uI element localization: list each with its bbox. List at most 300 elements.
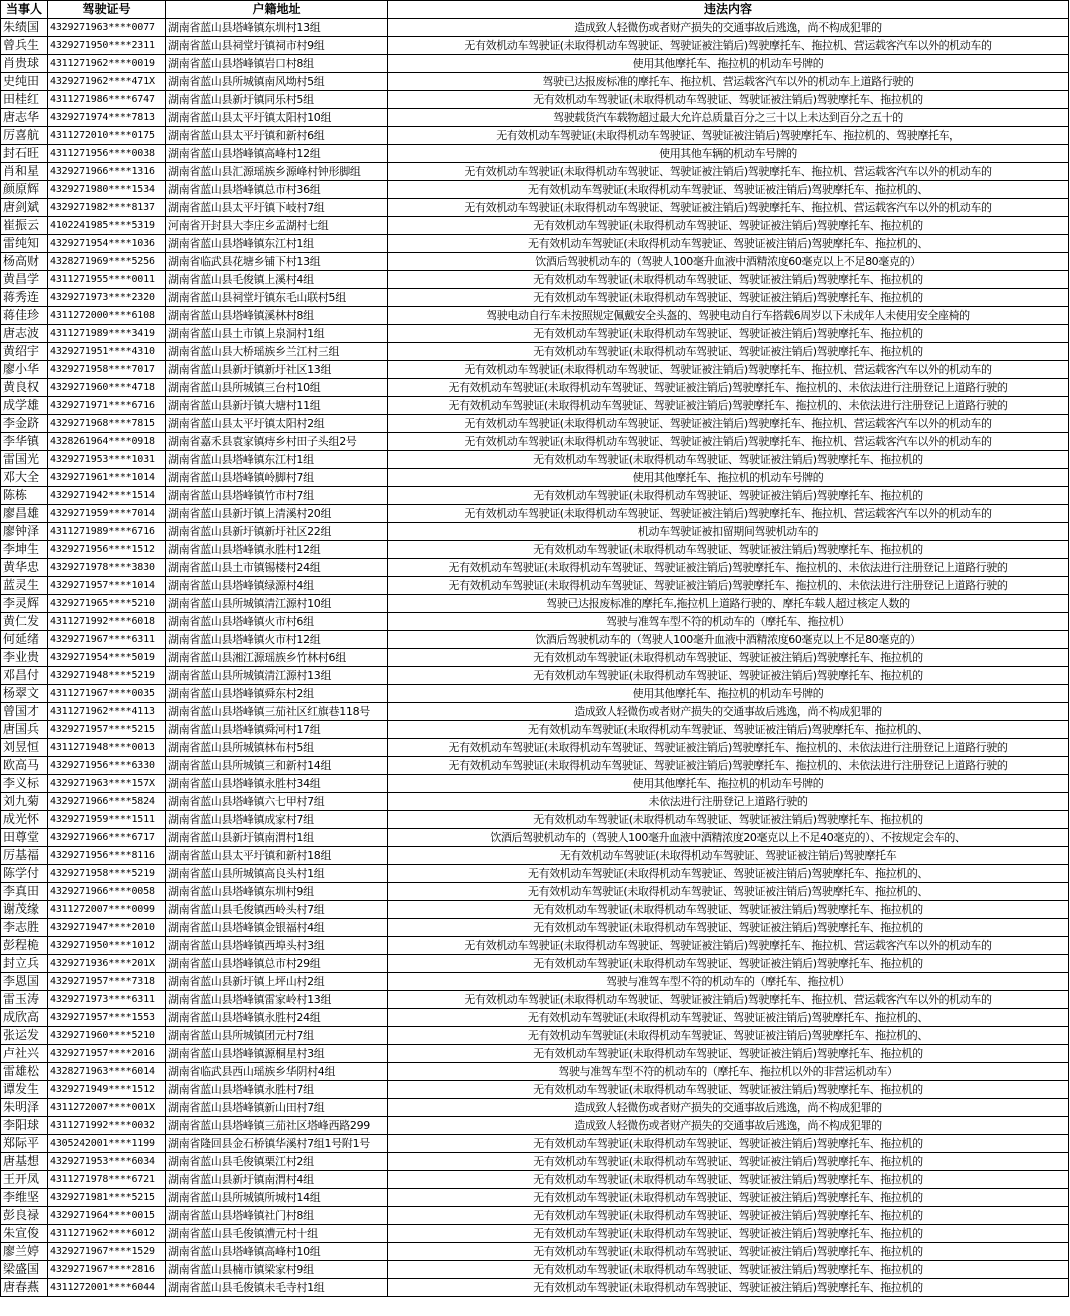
name-cell[interactable]: 田桂红	[1, 91, 48, 109]
name-cell[interactable]: 史纯田	[1, 73, 48, 91]
address-cell[interactable]: 湖南省蓝山县所城镇清江源村10组	[166, 595, 388, 613]
violation-cell[interactable]: 使用其他摩托车、拖拉机的机动车号牌的	[388, 469, 1069, 487]
name-cell[interactable]: 廖钟泽	[1, 523, 48, 541]
address-cell[interactable]: 湖南省蓝山县湘江源瑶族乡竹林村6组	[166, 649, 388, 667]
violation-cell[interactable]: 无有效机动车驾驶证(未取得机动车驾驶证、驾驶证被注销后)驾驶摩托车、拖拉机的	[388, 955, 1069, 973]
violation-cell[interactable]: 无有效机动车驾驶证(未取得机动车驾驶证、驾驶证被注销后)驾驶摩托车、拖拉机、营运载客汽车以外的机动车的	[388, 505, 1069, 523]
address-cell[interactable]: 湖南省蓝山县塔峰镇社门村8组	[166, 1207, 388, 1225]
violation-cell[interactable]: 饮酒后驾驶机动车的（驾驶人100毫升血液中酒精浓度60毫克以上不足80毫克的）	[388, 631, 1069, 649]
address-cell[interactable]: 湖南省蓝山县新圩镇同乐村5组	[166, 91, 388, 109]
violation-cell[interactable]: 无有效机动车驾驶证(未取得机动车驾驶证、驾驶证被注销后)驾驶摩托车、拖拉机的	[388, 487, 1069, 505]
table-row	[1, 973, 1069, 991]
address-cell[interactable]: 湖南省隆回县金石桥镇华溪村7组1号附1号	[166, 1135, 388, 1153]
name-cell[interactable]: 卢社兴	[1, 1045, 48, 1063]
violation-cell[interactable]: 无有效机动车驾驶证(未取得机动车驾驶证、驾驶证被注销后)驾驶摩托车、拖拉机的	[388, 1135, 1069, 1153]
name-cell[interactable]: 封立兵	[1, 955, 48, 973]
address-cell[interactable]: 湖南省蓝山县塔峰镇总市村36组	[166, 181, 388, 199]
violation-cell[interactable]: 无有效机动车驾驶证(未取得机动车驾驶证、驾驶证被注销后)驾驶摩托车、拖拉机的	[388, 1045, 1069, 1063]
address-cell[interactable]: 湖南省蓝山县所城镇三台村10组	[166, 379, 388, 397]
address-cell[interactable]: 湖南省蓝山县塔峰镇溪林村8组	[166, 307, 388, 325]
name-cell[interactable]: 梁盛国	[1, 1261, 48, 1279]
license-cell[interactable]: 4329271963****0077	[48, 19, 166, 37]
violation-cell[interactable]: 造成致人轻微伤或者财产损失的交通事故后逃逸，尚不构成犯罪的	[388, 1117, 1069, 1135]
address-cell[interactable]: 湖南省蓝山县祠堂圩镇祠市村9组	[166, 37, 388, 55]
table-row	[1, 379, 1069, 397]
license-cell[interactable]: 4311272001****6044	[48, 1279, 166, 1297]
violation-cell[interactable]: 造成致人轻微伤或者财产损失的交通事故后逃逸，尚不构成犯罪的	[388, 703, 1069, 721]
violation-cell[interactable]: 无有效机动车驾驶证(未取得机动车驾驶证、驾驶证被注销后)驾驶摩托车、拖拉机的	[388, 1189, 1069, 1207]
license-cell[interactable]: 4311271992****6018	[48, 613, 166, 631]
address-cell[interactable]: 湖南省蓝山县所城镇三和新村14组	[166, 757, 388, 775]
license-cell[interactable]: 4329271956****8116	[48, 847, 166, 865]
license-cell[interactable]: 4329271966****0058	[48, 883, 166, 901]
address-cell[interactable]: 湖南省蓝山县祠堂圩镇东毛山联村5组	[166, 289, 388, 307]
header-license[interactable]: 驾驶证号	[48, 1, 166, 19]
license-cell[interactable]: 4311271956****0038	[48, 145, 166, 163]
table-row	[1, 1063, 1069, 1081]
table-row	[1, 721, 1069, 739]
address-cell[interactable]: 湖南省蓝山县塔峰镇东圳村9组	[166, 883, 388, 901]
address-cell[interactable]: 湖南省蓝山县楠市镇梁家村9组	[166, 1261, 388, 1279]
violation-cell[interactable]: 饮酒后驾驶机动车的（驾驶人100毫升血液中酒精浓度20毫克以上不足40毫克的）、不按规定会车的、	[388, 829, 1069, 847]
address-cell[interactable]: 湖南省蓝山县新圩镇大塘村11组	[166, 397, 388, 415]
table-row	[1, 73, 1069, 91]
license-cell[interactable]: 4328261964****0918	[48, 433, 166, 451]
violation-cell[interactable]: 无有效机动车驾驶证(未取得机动车驾驶证、驾驶证被注销后)驾驶摩托车、拖拉机的、驾驶摩托车，	[388, 127, 1069, 145]
name-cell[interactable]: 欧高马	[1, 757, 48, 775]
address-cell[interactable]: 湖南省蓝山县所城镇所城村14组	[166, 1189, 388, 1207]
license-cell[interactable]: 4311271962****0019	[48, 55, 166, 73]
license-cell[interactable]: 4329271974****7813	[48, 109, 166, 127]
violation-cell[interactable]: 无有效机动车驾驶证(未取得机动车驾驶证、驾驶证被注销后)驾驶摩托车、拖拉机的、	[388, 1027, 1069, 1045]
address-cell[interactable]: 湖南省蓝山县塔峰镇岭脚村7组	[166, 469, 388, 487]
name-cell[interactable]: 陈学付	[1, 865, 48, 883]
name-cell[interactable]: 李业贵	[1, 649, 48, 667]
violation-cell[interactable]: 饮酒后驾驶机动车的（驾驶人100毫升血液中酒精浓度60毫克以上不足80毫克的）	[388, 253, 1069, 271]
name-cell[interactable]: 蒋秀连	[1, 289, 48, 307]
address-cell[interactable]: 湖南省蓝山县塔峰镇永胜村12组	[166, 541, 388, 559]
license-cell[interactable]: 4329271968****7815	[48, 415, 166, 433]
address-cell[interactable]: 湖南省蓝山县所城镇高良头村1组	[166, 865, 388, 883]
violation-cell[interactable]: 无有效机动车驾驶证(未取得机动车驾驶证、驾驶证被注销后)驾驶摩托车、拖拉机的	[388, 1261, 1069, 1279]
name-cell[interactable]: 郑际平	[1, 1135, 48, 1153]
address-cell[interactable]: 湖南省蓝山县塔峰镇永胜村7组	[166, 1081, 388, 1099]
violation-cell[interactable]: 未依法进行注册登记上道路行驶的	[388, 793, 1069, 811]
violation-cell[interactable]: 造成致人轻微伤或者财产损失的交通事故后逃逸，尚不构成犯罪的	[388, 19, 1069, 37]
violation-cell[interactable]: 无有效机动车驾驶证(未取得机动车驾驶证、驾驶证被注销后)驾驶摩托车、拖拉机的、	[388, 1009, 1069, 1027]
address-cell[interactable]: 湖南省蓝山县所城镇清江源村13组	[166, 667, 388, 685]
violation-cell[interactable]: 无有效机动车驾驶证(未取得机动车驾驶证、驾驶证被注销后)驾驶摩托车、拖拉机的、	[388, 883, 1069, 901]
name-cell[interactable]: 曾兵生	[1, 37, 48, 55]
name-cell[interactable]: 朱绩国	[1, 19, 48, 37]
violation-cell[interactable]: 无有效机动车驾驶证(未取得机动车驾驶证、驾驶证被注销后)驾驶摩托车、拖拉机的	[388, 649, 1069, 667]
address-cell[interactable]: 湖南省蓝山县塔峰镇绿源村4组	[166, 577, 388, 595]
name-cell[interactable]: 李金跻	[1, 415, 48, 433]
address-cell[interactable]: 河南省开封县大李庄乡孟湖村七组	[166, 217, 388, 235]
violation-cell[interactable]: 无有效机动车驾驶证(未取得机动车驾驶证、驾驶证被注销后)驾驶摩托车、拖拉机的	[388, 217, 1069, 235]
name-cell[interactable]: 田尊堂	[1, 829, 48, 847]
name-cell[interactable]: 成学雄	[1, 397, 48, 415]
violation-cell[interactable]: 无有效机动车驾驶证(未取得机动车驾驶证、驾驶证被注销后)驾驶摩托车、拖拉机、营运载客汽车以外的机动车的	[388, 415, 1069, 433]
violation-cell[interactable]: 使用其他车辆的机动车号牌的	[388, 145, 1069, 163]
name-cell[interactable]: 杨高财	[1, 253, 48, 271]
violation-cell[interactable]: 无有效机动车驾驶证(未取得机动车驾驶证、驾驶证被注销后)驾驶摩托车、拖拉机的	[388, 541, 1069, 559]
address-cell[interactable]: 湖南省蓝山县新圩镇新圩社区13组	[166, 361, 388, 379]
license-cell[interactable]: 4311271955****0011	[48, 271, 166, 289]
license-cell[interactable]: 4311271962****6012	[48, 1225, 166, 1243]
address-cell[interactable]: 湖南省蓝山县塔峰镇三茄社区塔峰西路299	[166, 1117, 388, 1135]
name-cell[interactable]: 雷雄松	[1, 1063, 48, 1081]
violation-cell[interactable]: 使用其他摩托车、拖拉机的机动车号牌的	[388, 775, 1069, 793]
license-cell[interactable]: 4329271957****5215	[48, 721, 166, 739]
violation-cell[interactable]: 无有效机动车驾驶证(未取得机动车驾驶证、驾驶证被注销后)驾驶摩托车、拖拉机的、未依法进行注册登记上道路行驶的	[388, 559, 1069, 577]
name-cell[interactable]: 彭良禄	[1, 1207, 48, 1225]
license-cell[interactable]: 4329271951****4310	[48, 343, 166, 361]
license-cell[interactable]: 4329271953****1031	[48, 451, 166, 469]
license-cell[interactable]: 4311271978****6721	[48, 1171, 166, 1189]
name-cell[interactable]: 张运发	[1, 1027, 48, 1045]
license-cell[interactable]: 4329271960****4718	[48, 379, 166, 397]
license-cell[interactable]: 4329271957****1553	[48, 1009, 166, 1027]
name-cell[interactable]: 雷玉涛	[1, 991, 48, 1009]
table-row	[1, 271, 1069, 289]
violation-cell[interactable]: 无有效机动车驾驶证(未取得机动车驾驶证、驾驶证被注销后)驾驶摩托车、拖拉机的	[388, 1171, 1069, 1189]
address-cell[interactable]: 湖南省蓝山县塔峰镇雷家岭村13组	[166, 991, 388, 1009]
name-cell[interactable]: 蒋佳珍	[1, 307, 48, 325]
address-cell[interactable]: 湖南省蓝山县塔峰镇永胜村34组	[166, 775, 388, 793]
license-cell[interactable]: 4329271963****157X	[48, 775, 166, 793]
address-cell[interactable]: 湖南省临武县花塘乡铺下村13组	[166, 253, 388, 271]
violation-cell[interactable]: 无有效机动车驾驶证(未取得机动车驾驶证、驾驶证被注销后)驾驶摩托车、拖拉机的、	[388, 721, 1069, 739]
name-cell[interactable]: 封石旺	[1, 145, 48, 163]
license-cell[interactable]: 4329271959****1511	[48, 811, 166, 829]
name-cell[interactable]: 唐基想	[1, 1153, 48, 1171]
address-cell[interactable]: 湖南省蓝山县太平圩镇太阳村10组	[166, 109, 388, 127]
license-cell[interactable]: 4311272000****6108	[48, 307, 166, 325]
address-cell[interactable]: 湖南省临武县西山瑶族乡华阴村4组	[166, 1063, 388, 1081]
name-cell[interactable]: 王开凤	[1, 1171, 48, 1189]
address-cell[interactable]: 湖南省蓝山县塔峰镇高峰村12组	[166, 145, 388, 163]
table-row	[1, 1279, 1069, 1297]
table-row	[1, 1153, 1069, 1171]
address-cell[interactable]: 湖南省蓝山县太平圩镇和新村6组	[166, 127, 388, 145]
address-cell[interactable]: 湖南省蓝山县所城镇林布村5组	[166, 739, 388, 757]
violation-cell[interactable]: 驾驶载货汽车载物超过最大允许总质量百分之三十以上未达到百分之五十的	[388, 109, 1069, 127]
license-cell[interactable]: 4329271936****201X	[48, 955, 166, 973]
address-cell[interactable]: 湖南省蓝山县塔峰镇金银福村4组	[166, 919, 388, 937]
license-cell[interactable]: 4329271949****1512	[48, 1081, 166, 1099]
address-cell[interactable]: 湖南省嘉禾县袁家镇痔乡村田子头组2号	[166, 433, 388, 451]
name-cell[interactable]: 肖和星	[1, 163, 48, 181]
address-cell[interactable]: 湖南省蓝山县塔峰镇火市村6组	[166, 613, 388, 631]
violation-cell[interactable]: 无有效机动车驾驶证(未取得机动车驾驶证、驾驶证被注销后)驾驶摩托车、拖拉机的	[388, 451, 1069, 469]
name-cell[interactable]: 雷纯知	[1, 235, 48, 253]
violation-cell[interactable]: 无有效机动车驾驶证(未取得机动车驾驶证、驾驶证被注销后)驾驶摩托车、拖拉机的	[388, 91, 1069, 109]
license-cell[interactable]: 4329271962****471X	[48, 73, 166, 91]
violation-cell[interactable]: 驾驶与准驾车型不符的机动车的（摩托车、拖拉机）	[388, 613, 1069, 631]
license-cell[interactable]: 4329271954****1036	[48, 235, 166, 253]
violation-cell[interactable]: 无有效机动车驾驶证(未取得机动车驾驶证、驾驶证被注销后)驾驶摩托车	[388, 847, 1069, 865]
violation-cell[interactable]: 无有效机动车驾驶证(未取得机动车驾驶证、驾驶证被注销后)驾驶摩托车、拖拉机的、	[388, 235, 1069, 253]
violation-cell[interactable]: 驾驶已达报废标准的摩托车,拖拉机上道路行驶的、摩托车载人超过核定人数的	[388, 595, 1069, 613]
violation-cell[interactable]: 机动车驾驶证被扣留期间驾驶机动车的	[388, 523, 1069, 541]
name-cell[interactable]: 李义标	[1, 775, 48, 793]
license-cell[interactable]: 4329271964****0015	[48, 1207, 166, 1225]
table-row	[1, 757, 1069, 775]
name-cell[interactable]: 曾国才	[1, 703, 48, 721]
license-cell[interactable]: 4329271967****1529	[48, 1243, 166, 1261]
violation-cell[interactable]: 无有效机动车驾驶证(未取得机动车驾驶证、驾驶证被注销后)驾驶摩托车、拖拉机的、	[388, 181, 1069, 199]
name-cell[interactable]: 邓昌付	[1, 667, 48, 685]
name-cell[interactable]: 唐志波	[1, 325, 48, 343]
address-cell[interactable]: 湖南省蓝山县汇源瑶族乡源峰村钟形脚组	[166, 163, 388, 181]
violation-cell[interactable]: 无有效机动车驾驶证(未取得机动车驾驶证、驾驶证被注销后)驾驶摩托车、拖拉机的	[388, 1081, 1069, 1099]
name-cell[interactable]: 唐国兵	[1, 721, 48, 739]
name-cell[interactable]: 唐春燕	[1, 1279, 48, 1297]
name-cell[interactable]: 李阳球	[1, 1117, 48, 1135]
name-cell[interactable]: 唐剑斌	[1, 199, 48, 217]
license-cell[interactable]: 4311271948****0013	[48, 739, 166, 757]
name-cell[interactable]: 唐志华	[1, 109, 48, 127]
violation-cell[interactable]: 无有效机动车驾驶证(未取得机动车驾驶证、驾驶证被注销后)驾驶摩托车、拖拉机的	[388, 811, 1069, 829]
name-cell[interactable]: 朱明泽	[1, 1099, 48, 1117]
address-cell[interactable]: 湖南省蓝山县新圩镇新圩社区22组	[166, 523, 388, 541]
address-cell[interactable]: 湖南省蓝山县新圩镇上清溪村20组	[166, 505, 388, 523]
violation-cell[interactable]: 驾驶与准驾车型不符的机动车的（摩托车、拖拉机以外的非营运机动车）	[388, 1063, 1069, 1081]
violation-cell[interactable]: 无有效机动车驾驶证(未取得机动车驾驶证、驾驶证被注销后)驾驶摩托车、拖拉机的	[388, 1207, 1069, 1225]
address-cell[interactable]: 湖南省蓝山县塔峰镇永胜村24组	[166, 1009, 388, 1027]
violation-cell[interactable]: 无有效机动车驾驶证(未取得机动车驾驶证、驾驶证被注销后)驾驶摩托车、拖拉机、营运载客汽车以外的机动车的	[388, 199, 1069, 217]
license-cell[interactable]: 4329271948****5219	[48, 667, 166, 685]
license-cell[interactable]: 4311271962****4113	[48, 703, 166, 721]
address-cell[interactable]: 湖南省蓝山县塔峰镇六七甲村7组	[166, 793, 388, 811]
name-cell[interactable]: 蓝灵生	[1, 577, 48, 595]
license-cell[interactable]: 4329271950****1012	[48, 937, 166, 955]
license-cell[interactable]: 4329271956****1512	[48, 541, 166, 559]
header-address[interactable]: 户籍地址	[166, 1, 388, 19]
violation-cell[interactable]: 驾驶与准驾车型不符的机动车的（摩托车、拖拉机）	[388, 973, 1069, 991]
address-cell[interactable]: 湖南省蓝山县毛俊镇西岭头村7组	[166, 901, 388, 919]
license-cell[interactable]: 4329271966****1316	[48, 163, 166, 181]
address-cell[interactable]: 湖南省蓝山县新圩镇南渭村1组	[166, 829, 388, 847]
license-cell[interactable]: 4329271957****2016	[48, 1045, 166, 1063]
address-cell[interactable]: 湖南省蓝山县新圩镇南渭村4组	[166, 1171, 388, 1189]
name-cell[interactable]: 肖贵球	[1, 55, 48, 73]
name-cell[interactable]: 李志胜	[1, 919, 48, 937]
name-cell[interactable]: 杨翠文	[1, 685, 48, 703]
license-cell[interactable]: 4329271947****2010	[48, 919, 166, 937]
license-cell[interactable]: 4329271973****6311	[48, 991, 166, 1009]
name-cell[interactable]: 何延绪	[1, 631, 48, 649]
table-row	[1, 1099, 1069, 1117]
name-cell[interactable]: 成欣高	[1, 1009, 48, 1027]
license-cell[interactable]: 4328271963****6014	[48, 1063, 166, 1081]
address-cell[interactable]: 湖南省蓝山县塔峰镇三茄社区红旗巷118号	[166, 703, 388, 721]
license-cell[interactable]: 4328271969****5256	[48, 253, 166, 271]
license-cell[interactable]: 4311272010****0175	[48, 127, 166, 145]
license-cell[interactable]: 4329271942****1514	[48, 487, 166, 505]
table-row	[1, 397, 1069, 415]
name-cell[interactable]: 厉基福	[1, 847, 48, 865]
name-cell[interactable]: 李灵辉	[1, 595, 48, 613]
violation-cell[interactable]: 驾驶电动自行车未按照规定佩戴安全头盔的、驾驶电动自行车搭载6周岁以下未成年人未使用安全座椅的	[388, 307, 1069, 325]
name-cell[interactable]: 李华镇	[1, 433, 48, 451]
license-cell[interactable]: 4329271960****5210	[48, 1027, 166, 1045]
license-cell[interactable]: 4329271966****5824	[48, 793, 166, 811]
name-cell[interactable]: 李真田	[1, 883, 48, 901]
violation-cell[interactable]: 无有效机动车驾驶证(未取得机动车驾驶证、驾驶证被注销后)驾驶摩托车、拖拉机、营运载客汽车以外的机动车的	[388, 937, 1069, 955]
address-cell[interactable]: 湖南省蓝山县塔峰镇东江村1组	[166, 235, 388, 253]
address-cell[interactable]: 湖南省蓝山县毛俊镇上溪村4组	[166, 271, 388, 289]
address-cell[interactable]: 湖南省蓝山县塔峰镇高峰村10组	[166, 1243, 388, 1261]
license-cell[interactable]: 4329271982****8137	[48, 199, 166, 217]
name-cell[interactable]: 李维坚	[1, 1189, 48, 1207]
violation-cell[interactable]: 无有效机动车驾驶证(未取得机动车驾驶证、驾驶证被注销后)驾驶摩托车、拖拉机的、未依法进行注册登记上道路行驶的	[388, 739, 1069, 757]
license-cell[interactable]: 4311272007****001X	[48, 1099, 166, 1117]
license-cell[interactable]: 4311271992****0032	[48, 1117, 166, 1135]
violation-cell[interactable]: 使用其他摩托车、拖拉机的机动车号牌的	[388, 55, 1069, 73]
violation-cell[interactable]: 造成致人轻微伤或者财产损失的交通事故后逃逸，尚不构成犯罪的	[388, 1099, 1069, 1117]
violation-cell[interactable]: 无有效机动车驾驶证(未取得机动车驾驶证、驾驶证被注销后)驾驶摩托车、拖拉机的、未依法进行注册登记上道路行驶的	[388, 397, 1069, 415]
license-cell[interactable]: 4311271986****6747	[48, 91, 166, 109]
address-cell[interactable]: 湖南省蓝山县毛俊镇未毛寺村1组	[166, 1279, 388, 1297]
name-cell[interactable]: 李坤生	[1, 541, 48, 559]
name-cell[interactable]: 厉喜航	[1, 127, 48, 145]
name-cell[interactable]: 廖昌雄	[1, 505, 48, 523]
license-cell[interactable]: 4329271953****6034	[48, 1153, 166, 1171]
license-cell[interactable]: 4329271971****6716	[48, 397, 166, 415]
license-cell[interactable]: 4329271961****1014	[48, 469, 166, 487]
address-cell[interactable]: 湖南省蓝山县大桥瑶族乡兰江村三组	[166, 343, 388, 361]
violation-cell[interactable]: 无有效机动车驾驶证(未取得机动车驾驶证、驾驶证被注销后)驾驶摩托车、拖拉机、营运载客汽车以外的机动车的	[388, 991, 1069, 1009]
name-cell[interactable]: 成光怀	[1, 811, 48, 829]
name-cell[interactable]: 谢茂缘	[1, 901, 48, 919]
name-cell[interactable]: 邓大全	[1, 469, 48, 487]
address-cell[interactable]: 湖南省蓝山县土市镇上泉洞村1组	[166, 325, 388, 343]
name-cell[interactable]: 颜原辉	[1, 181, 48, 199]
license-cell[interactable]: 4102241985****5319	[48, 217, 166, 235]
name-cell[interactable]: 黄华忠	[1, 559, 48, 577]
address-cell[interactable]: 湖南省蓝山县土市镇锡楼村24组	[166, 559, 388, 577]
address-cell[interactable]: 湖南省蓝山县毛俊镇漕元村十组	[166, 1225, 388, 1243]
license-cell[interactable]: 4329271959****7014	[48, 505, 166, 523]
license-cell[interactable]: 4329271954****5019	[48, 649, 166, 667]
name-cell[interactable]: 廖兰婷	[1, 1243, 48, 1261]
address-cell[interactable]: 湖南省蓝山县毛俊镇栗江村2组	[166, 1153, 388, 1171]
license-cell[interactable]: 4329271978****3830	[48, 559, 166, 577]
address-cell[interactable]: 湖南省蓝山县塔峰镇新山田村7组	[166, 1099, 388, 1117]
license-cell[interactable]: 4329271966****6717	[48, 829, 166, 847]
name-cell[interactable]: 黄绍宇	[1, 343, 48, 361]
license-cell[interactable]: 4329271958****5219	[48, 865, 166, 883]
name-cell[interactable]: 陈栋	[1, 487, 48, 505]
address-cell[interactable]: 湖南省蓝山县塔峰镇西埠头村3组	[166, 937, 388, 955]
address-cell[interactable]: 湖南省蓝山县太平圩镇太阳村2组	[166, 415, 388, 433]
violation-cell[interactable]: 无有效机动车驾驶证(未取得机动车驾驶证、驾驶证被注销后)驾驶摩托车、拖拉机、营运载客汽车以外的机动车的	[388, 163, 1069, 181]
violation-cell[interactable]: 无有效机动车驾驶证(未取得机动车驾驶证、驾驶证被注销后)驾驶摩托车、拖拉机的	[388, 901, 1069, 919]
address-cell[interactable]: 湖南省蓝山县塔峰镇东圳村13组	[166, 19, 388, 37]
name-cell[interactable]: 黄仁发	[1, 613, 48, 631]
address-cell[interactable]: 湖南省蓝山县塔峰镇竹市村7组	[166, 487, 388, 505]
address-cell[interactable]: 湖南省蓝山县塔峰镇总市村29组	[166, 955, 388, 973]
violation-cell[interactable]: 无有效机动车驾驶证(未取得机动车驾驶证、驾驶证被注销后)驾驶摩托车、拖拉机的	[388, 343, 1069, 361]
license-cell[interactable]: 4329271958****7017	[48, 361, 166, 379]
violation-cell[interactable]: 驾驶已达报废标准的摩托车、拖拉机、营运载客汽车以外的机动车上道路行驶的	[388, 73, 1069, 91]
address-cell[interactable]: 湖南省蓝山县所城镇南风坳村5组	[166, 73, 388, 91]
table-row	[1, 163, 1069, 181]
license-cell[interactable]: 4329271957****1014	[48, 577, 166, 595]
license-cell[interactable]: 4329271967****6311	[48, 631, 166, 649]
address-cell[interactable]: 湖南省蓝山县塔峰镇舜东村2组	[166, 685, 388, 703]
violation-cell[interactable]: 使用其他摩托车、拖拉机的机动车号牌的	[388, 685, 1069, 703]
header-violation[interactable]: 违法内容	[388, 1, 1069, 19]
address-cell[interactable]: 湖南省蓝山县塔峰镇岩口村8组	[166, 55, 388, 73]
violation-cell[interactable]: 无有效机动车驾驶证(未取得机动车驾驶证、驾驶证被注销后)驾驶摩托车、拖拉机的、	[388, 865, 1069, 883]
address-cell[interactable]: 湖南省蓝山县塔峰镇成家村7组	[166, 811, 388, 829]
address-cell[interactable]: 湖南省蓝山县塔峰镇源桐星村3组	[166, 1045, 388, 1063]
name-cell[interactable]: 彭程桅	[1, 937, 48, 955]
violation-cell[interactable]: 无有效机动车驾驶证(未取得机动车驾驶证、驾驶证被注销后)驾驶摩托车、拖拉机的	[388, 325, 1069, 343]
violation-cell[interactable]: 无有效机动车驾驶证(未取得机动车驾驶证、驾驶证被注销后)驾驶摩托车、拖拉机的	[388, 271, 1069, 289]
license-cell[interactable]: 4311271967****0035	[48, 685, 166, 703]
violation-cell[interactable]: 无有效机动车驾驶证(未取得机动车驾驶证、驾驶证被注销后)驾驶摩托车、拖拉机、营运载客汽车以外的机动车的	[388, 433, 1069, 451]
name-cell[interactable]: 黄良权	[1, 379, 48, 397]
name-cell[interactable]: 朱宣俊	[1, 1225, 48, 1243]
license-cell[interactable]: 4329271981****5215	[48, 1189, 166, 1207]
violation-cell[interactable]: 无有效机动车驾驶证(未取得机动车驾驶证、驾驶证被注销后)驾驶摩托车、拖拉机的、未依法进行注册登记上道路行驶的	[388, 757, 1069, 775]
name-cell[interactable]: 李恩国	[1, 973, 48, 991]
license-cell[interactable]: 4329271967****2816	[48, 1261, 166, 1279]
violation-cell[interactable]: 无有效机动车驾驶证(未取得机动车驾驶证、驾驶证被注销后)驾驶摩托车、拖拉机的、未依法进行注册登记上道路行驶的	[388, 379, 1069, 397]
address-cell[interactable]: 湖南省蓝山县塔峰镇东江村1组	[166, 451, 388, 469]
name-cell[interactable]: 刘昱恒	[1, 739, 48, 757]
violation-cell[interactable]: 无有效机动车驾驶证(未取得机动车驾驶证、驾驶证被注销后)驾驶摩托车、拖拉机的	[388, 1243, 1069, 1261]
violation-cell[interactable]: 无有效机动车驾驶证(未取得机动车驾驶证、驾驶证被注销后)驾驶摩托车、拖拉机的	[388, 919, 1069, 937]
violation-cell[interactable]: 无有效机动车驾驶证(未取得机动车驾驶证、驾驶证被注销后)驾驶摩托车、拖拉机的	[388, 1279, 1069, 1297]
license-cell[interactable]: 4311271989****6716	[48, 523, 166, 541]
violation-cell[interactable]: 无有效机动车驾驶证(未取得机动车驾驶证、驾驶证被注销后)驾驶摩托车、拖拉机的	[388, 667, 1069, 685]
name-cell[interactable]: 刘九菊	[1, 793, 48, 811]
license-cell[interactable]: 4329271980****1534	[48, 181, 166, 199]
name-cell[interactable]: 雷国光	[1, 451, 48, 469]
address-cell[interactable]: 湖南省蓝山县新圩镇上坪山村2组	[166, 973, 388, 991]
license-cell[interactable]: 4329271973****2320	[48, 289, 166, 307]
address-cell[interactable]: 湖南省蓝山县塔峰镇舜河村17组	[166, 721, 388, 739]
violation-cell[interactable]: 无有效机动车驾驶证(未取得机动车驾驶证、驾驶证被注销后)驾驶摩托车、拖拉机的	[388, 1153, 1069, 1171]
address-cell[interactable]: 湖南省蓝山县塔峰镇火市村12组	[166, 631, 388, 649]
address-cell[interactable]: 湖南省蓝山县太平圩镇下岐村7组	[166, 199, 388, 217]
address-cell[interactable]: 湖南省蓝山县所城镇团元村7组	[166, 1027, 388, 1045]
name-cell[interactable]: 廖小华	[1, 361, 48, 379]
license-cell[interactable]: 4329271950****2311	[48, 37, 166, 55]
license-cell[interactable]: 4329271965****5210	[48, 595, 166, 613]
name-cell[interactable]: 黄昌学	[1, 271, 48, 289]
violation-cell[interactable]: 无有效机动车驾驶证(未取得机动车驾驶证、驾驶证被注销后)驾驶摩托车、拖拉机的、未依法进行注册登记上道路行驶的	[388, 577, 1069, 595]
violation-cell[interactable]: 无有效机动车驾驶证(未取得机动车驾驶证、驾驶证被注销后)驾驶摩托车、拖拉机的	[388, 1225, 1069, 1243]
license-cell[interactable]: 4311272007****0099	[48, 901, 166, 919]
license-cell[interactable]: 4311271989****3419	[48, 325, 166, 343]
violation-cell[interactable]: 无有效机动车驾驶证(未取得机动车驾驶证、驾驶证被注销后)驾驶摩托车、拖拉机、营运载客汽车以外的机动车的	[388, 37, 1069, 55]
violation-cell[interactable]: 无有效机动车驾驶证(未取得机动车驾驶证、驾驶证被注销后)驾驶摩托车、拖拉机、营运载客汽车以外的机动车的	[388, 361, 1069, 379]
header-name[interactable]: 当事人	[1, 1, 48, 19]
name-cell[interactable]: 崔振云	[1, 217, 48, 235]
name-cell[interactable]: 谭发生	[1, 1081, 48, 1099]
license-cell[interactable]: 4329271957****7318	[48, 973, 166, 991]
address-cell[interactable]: 湖南省蓝山县太平圩镇和新村18组	[166, 847, 388, 865]
license-cell[interactable]: 4329271956****6330	[48, 757, 166, 775]
license-cell[interactable]: 4305242001****1199	[48, 1135, 166, 1153]
violation-cell[interactable]: 无有效机动车驾驶证(未取得机动车驾驶证、驾驶证被注销后)驾驶摩托车、拖拉机的	[388, 289, 1069, 307]
